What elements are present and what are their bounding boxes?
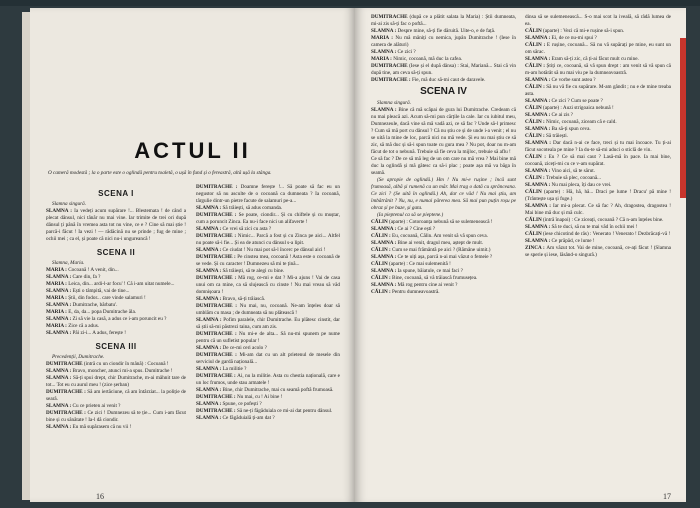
speaker-name: SLAMNA :	[196, 401, 223, 407]
dialogue-line	[46, 368, 186, 375]
dialogue-line	[371, 63, 516, 77]
dialogue-line	[196, 233, 340, 247]
dialogue-text: Am văzut tot. Vai de mine, cocoană, ce-ați făcut ! (Slamna se sperie și iese, lăsând-o singură.)	[525, 245, 671, 258]
dialogue-line	[525, 112, 671, 119]
dialogue-text: Ai, nu la militie. Asta cu chestia națională, care e un loc frumos, unde stau armatele !	[196, 373, 340, 386]
dialogue-text: (aparte) : Hă, hă, hă... Draci pe lume ! Dracu' pă mine ! (Trântește ușa și fuge.)	[525, 189, 671, 202]
dialogue-line	[196, 408, 340, 415]
dialogue-line	[525, 14, 671, 28]
dialogue-line	[196, 184, 340, 205]
speaker-name: SLAMNA :	[196, 268, 223, 274]
speaker-name: SLAMNA :	[46, 208, 75, 214]
speaker-name: SLAMNA :	[196, 387, 223, 393]
speaker-name: SLAMNA :	[371, 268, 398, 274]
speaker-name: SLAMNA :	[371, 282, 398, 288]
speaker-name: SLAMNA :	[371, 254, 398, 260]
speaker-name: CĂLIN :	[371, 247, 393, 253]
dialogue-line	[196, 366, 340, 373]
speaker-name: SLAMNA :	[525, 77, 552, 83]
dialogue-text: E rușine, cocoană... Să nu vă supărați pe mine, eu sunt un om sărac.	[525, 42, 671, 55]
speaker-name: CĂLIN	[371, 219, 390, 225]
dialogue-line	[525, 224, 671, 231]
dialogue-text: Să am iertăciune, că am întârziat... la poliție de seară.	[46, 389, 186, 402]
dialogue-text: Ce vrei să zici cu asta ?	[222, 226, 272, 232]
dialogue-line	[525, 28, 671, 35]
dialogue-line	[525, 63, 671, 77]
dialogue-text: (intră cu un ciondir în mână) : Cocoană !	[83, 361, 169, 367]
dialogue-line	[371, 261, 516, 268]
speaker-name: SLAMNA :	[196, 366, 223, 372]
speaker-name: SLAMNA :	[46, 316, 73, 322]
speaker-name: DUMITRACHE :	[196, 352, 240, 358]
dialogue-text: Ce vorbe sunt astea ?	[551, 77, 596, 83]
speaker-name: MARIA :	[46, 267, 69, 273]
dialogue-line	[525, 84, 671, 98]
dialogue-text: (aparte) : Vezi că mi-e rușine să-i spun.	[543, 28, 625, 34]
dialogue-line	[196, 303, 340, 317]
dialogue-line	[371, 77, 516, 84]
dialogue-text: Știți ce, cocoană, să vă spun drept : am venit să vă spun că m-am hotărât să nu mai viu pe la dumneavoastră.	[525, 63, 671, 76]
dialogue-line	[525, 175, 671, 182]
dialogue-line	[525, 217, 671, 224]
speaker-name: CĂLIN	[525, 28, 544, 34]
scene-heading: SCENA II	[96, 248, 136, 257]
speaker-name: DUMITRACHE :	[196, 212, 239, 218]
speaker-name: SLAMNA :	[46, 288, 73, 294]
dialogue-line	[525, 238, 671, 245]
dialogue-text: Ce te uiți așa, parcă n-ai mai văzut o femeie ?	[397, 254, 493, 260]
speaker-name: SLAMNA :	[46, 274, 73, 280]
dialogue-text: Vino aici, să te sărut.	[551, 168, 595, 174]
dialogue-text: Cocoană ! A venit, din...	[68, 267, 119, 273]
dialogue-line	[525, 126, 671, 133]
dialogue-text: Zice că a adus.	[68, 323, 100, 329]
dialogue-text: Bravo, să-ți trăiască.	[222, 296, 266, 302]
dialogue-line	[196, 247, 340, 254]
dialogue-text: Nu mai pleca, îți dau ce vrei.	[551, 182, 612, 188]
speaker-name: DUMITRACHE	[371, 14, 410, 20]
speaker-name: MARIA :	[371, 56, 394, 62]
dialogue-text: Nimic, cocoană, ziceam că e cald.	[546, 119, 617, 125]
speaker-name: DUMITRACHE :	[196, 254, 238, 260]
dialogue-text: Ce zici ! Dumnezeu să te ție... Cum i-am făcut bine și cu sănătate ! Ia-l dă ciondir.	[46, 410, 186, 423]
dialogue-line	[371, 28, 516, 35]
dialogue-line	[525, 42, 671, 56]
dialogue-line	[371, 35, 516, 49]
dialogue-line	[196, 212, 340, 226]
dialogue-text: Se poate, ciondir... Și cu chiftele și cu muștar, cum a poruncit Zinca. Ea nu-i face nici un alifaverte !	[196, 212, 340, 225]
dialogue-line	[371, 268, 516, 275]
speaker-name: CĂLIN :	[525, 175, 547, 181]
speaker-name: CĂLIN :	[525, 42, 547, 48]
dialogue-text: Nu mă mâniți cu nemica, jupân Dumitrache ! (Iese în camera de alături)	[371, 35, 516, 48]
speaker-name: DUMITRACHE :	[196, 303, 240, 309]
dialogue-line	[196, 373, 340, 387]
right-column-1	[371, 14, 516, 488]
dialogue-text: Pentru dumneavoastră.	[392, 289, 440, 295]
dialogue-line	[196, 226, 340, 233]
speaker-name: SLAMNA :	[525, 224, 552, 230]
dialogue-line	[196, 317, 340, 331]
dialogue-text: (aparte) : Ce mai sulemenită !	[389, 261, 451, 267]
dialogue-text: (iese chicotind de râs) : Venerato ! Venerato ! Dezbrăcați-vă !	[543, 231, 671, 237]
speaker-name: SLAMNA :	[196, 415, 223, 421]
stage-direction-intro: O cameră modestă ; la o parte este o oglindă pentru toaletă, o ușă în fund și o fereastră, altă ușă la stânga.	[48, 170, 272, 176]
dialogue-line	[371, 14, 516, 28]
dialogue-line	[46, 274, 186, 281]
dialogue-line	[525, 119, 671, 126]
dialogue-text: Eu, cocoană, Călin. Am venit să vă spun ceva.	[392, 233, 488, 239]
page-number-right: 17	[663, 492, 671, 501]
dialogue-text: Care din, fa ?	[72, 274, 101, 280]
speaker-name: CĂLIN :	[371, 233, 393, 239]
dialogue-text: Pofim paralele, chir Dumitrache. Eu plătesc cinstit, dar să știi să-mi păstrezi taina, cum am zis.	[196, 317, 340, 330]
dialogue-line	[525, 189, 671, 203]
dialogue-line	[196, 394, 340, 401]
dialogue-line	[525, 77, 671, 84]
dialogue-line	[371, 282, 516, 289]
speaker-name: SLAMNA :	[196, 296, 223, 302]
dialogue-line	[46, 403, 186, 410]
speaker-name: CĂLIN :	[525, 63, 547, 69]
book-binding	[0, 0, 700, 6]
dialogue-text: Nu mai, nu, cocoană. Ne-am înțeles doar să umblăm cu masa ; de dumneata să nu plătească !	[196, 303, 340, 316]
dialogue-line	[525, 133, 671, 140]
dialogue-text: Nu mai, cu ! Ai bine !	[236, 394, 283, 400]
dialogue-text: Cu ce prieten ai venit ?	[72, 403, 121, 409]
speaker-name: CĂLIN :	[371, 275, 393, 281]
speaker-name: CĂLIN	[525, 189, 545, 195]
dialogue-line	[46, 295, 186, 302]
speaker-name: SLAMNA :	[525, 56, 552, 62]
speaker-name: SLAMNA :	[46, 330, 73, 336]
dialogue-text: Fie, mă duc să-mi caut de daravele.	[411, 77, 486, 83]
dialogue-line	[196, 275, 340, 296]
speaker-name: SLAMNA :	[525, 238, 552, 244]
act-title: ACTUL II	[134, 138, 251, 163]
dialogue-line	[525, 98, 671, 105]
dialogue-text: Să trăiești, să adus comanda.	[222, 205, 283, 211]
speaker-name: DUMITRACHE :	[196, 184, 241, 190]
speaker-name: SLAMNA :	[46, 403, 73, 409]
speaker-name: ZINCA :	[525, 245, 547, 251]
dialogue-line	[525, 203, 671, 217]
speaker-name: SLAMNA :	[525, 168, 552, 174]
speaker-name: CĂLIN	[525, 105, 544, 111]
dialogue-line	[196, 205, 340, 212]
dialogue-text: De ce-mi ceri acolo ?	[222, 345, 267, 351]
scene-heading: SCENA IV	[420, 86, 467, 97]
speaker-name: MARIA :	[46, 281, 69, 287]
speaker-name: SLAMNA :	[196, 205, 223, 211]
dialogue-text: Ce zici ?	[397, 49, 416, 55]
left-column-2	[196, 184, 340, 446]
stage-direction	[371, 212, 516, 219]
speaker-name: SLAMNA :	[196, 226, 223, 232]
dialogue-line	[196, 415, 340, 422]
speaker-name: DUMITRACHE :	[196, 373, 238, 379]
speaker-name: CĂLIN :	[371, 289, 393, 295]
speaker-name: SLAMNA :	[46, 368, 73, 374]
dialogue-line	[371, 49, 516, 56]
dialogue-line	[371, 247, 516, 254]
speaker-name: CĂLIN	[525, 217, 544, 223]
speaker-name: SLAMNA :	[525, 112, 552, 118]
dialogue-line	[525, 245, 671, 259]
dialogue-text: Păi zi-i... A adus, fereștе !	[72, 330, 126, 336]
speaker-name: DUMITRACHE :	[46, 389, 88, 395]
speaker-name: CĂLIN :	[525, 133, 547, 139]
dialogue-text: Slamna, Maria.	[52, 260, 85, 266]
dialogue-text: Bravo, moncher, atunci mi-a spus. Dumitrache !	[72, 368, 173, 374]
dialogue-text: Mă rog pentru cine ai venit ?	[397, 282, 458, 288]
left-page	[30, 8, 355, 502]
speaker-name: SLAMNA :	[371, 28, 398, 34]
dialogue-text: Să te duci, să nu te mai văd în ochii mei !	[551, 224, 638, 230]
dialogue-line	[196, 268, 340, 275]
dialogue-text: Ce zici ? Cum se poate ?	[551, 98, 603, 104]
speaker-name: CĂLIN	[371, 261, 390, 267]
speaker-name: CĂLIN :	[525, 119, 547, 125]
dialogue-line	[196, 345, 340, 352]
dialogue-text: Să trăiești, să te alegi cu bine.	[222, 268, 285, 274]
dialogue-text: Dar dacă n-ai ce face, treci și tu mai încoace. Tu ți-ai făcut socoteala pe mine ? Ia du-te să-mi aduci o sticlă de vin.	[525, 140, 671, 153]
dialogue-text: Mi-am dat cu un alt prietenul de mesele din serviciul de gardă națională...	[196, 352, 340, 365]
dialogue-line	[46, 302, 186, 309]
dialogue-text: Ba să-ți spun ceva.	[551, 126, 591, 132]
speaker-name: DUMITRACHE :	[196, 275, 239, 281]
stage-direction	[46, 201, 186, 208]
speaker-name: SLAMNA :	[371, 226, 398, 232]
speaker-name: SLAMNA :	[46, 375, 73, 381]
dialogue-text: (aparte) : Auzi strigoaica nebună !	[543, 105, 614, 111]
speaker-name: SLAMNA :	[525, 126, 552, 132]
speaker-name: SLAMNA :	[525, 140, 554, 146]
speaker-name: DUMITRACHE :	[196, 331, 240, 337]
dialogue-line	[196, 296, 340, 303]
dialogue-text: Ia spune, băiatule, ce mai faci ?	[397, 268, 463, 274]
speaker-name: SLAMNA :	[196, 247, 223, 253]
stage-direction	[371, 177, 516, 212]
stage-direction	[46, 354, 186, 361]
dialogue-line	[46, 375, 186, 389]
speaker-name: SLAMNA :	[46, 302, 73, 308]
speaker-name: DUMITRACHE :	[196, 394, 237, 400]
speaker-name: SLAMNA :	[46, 424, 73, 430]
dialogue-text: Să ne-ți făgăduiala ce mi-ai dat pentru dânsul.	[236, 408, 333, 414]
dialogue-text: Bine, cocoană, să vă trăiască frumusețea.	[392, 275, 478, 281]
dialogue-line	[46, 281, 186, 288]
red-bookmark-tab	[680, 38, 686, 198]
dialogue-text: dinsa să se sulemenească... S-o mai scot la iveală, să râdă lumea de ea.	[525, 14, 671, 27]
dialogue-text: Nimic, cocoană, mă duc la cafea.	[393, 56, 463, 62]
dialogue-text: Precedenții, Dumitrache.	[52, 354, 105, 360]
dialogue-line	[371, 240, 516, 247]
speaker-name: DUMITRACHE :	[371, 77, 412, 83]
dialogue-text: Slamna singură.	[377, 100, 412, 106]
dialogue-line	[371, 289, 516, 296]
left-column-1	[46, 184, 186, 446]
dialogue-text: Ia vedeți acum supărare !... Blestemata ! de când a plecat dânsul, nici tânăr nu mai vine. Iar trimite de trei ori după dânsul ți până în vremea asta tot nu vine, ce e ? Cine să mai știe ! parcă-i făcut ! Ia vezi ! — rădăcină nu se prinde ; fug de mine ; ochii mei ; ca el, și poate că nici nu-i ungureancă !	[46, 208, 186, 242]
dialogue-line	[371, 107, 516, 156]
dialogue-text: Să trăiești.	[546, 133, 568, 139]
dialogue-line	[525, 35, 671, 42]
dialogue-text: Zi să vie la casă, a adus ce i-am poruncit eu ?	[72, 316, 167, 322]
speaker-name: SLAMNA :	[196, 345, 223, 351]
dialogue-line	[46, 424, 186, 431]
speaker-name: SLAMNA :	[525, 98, 552, 104]
right-column-2	[525, 14, 671, 488]
speaker-name: MARIA :	[46, 323, 69, 329]
dialogue-text: (intră înapoi) : Ce ziceați, cocoană ? Că n-am înțeles bine.	[543, 217, 664, 223]
dialogue-text: Să-ți spui drept, chir Dumitrache, m-ai mâhnit tare de tot... Tot eu cu aurul meu ! (zice șerban)	[46, 375, 186, 388]
dialogue-text: Dumitrache, bărbatu'.	[72, 302, 118, 308]
speaker-name: SLAMNA :	[525, 35, 552, 41]
dialogue-line	[371, 233, 516, 240]
dialogue-line	[46, 330, 186, 337]
dialogue-line	[196, 331, 340, 345]
dialogue-line	[46, 410, 186, 424]
dialogue-line	[371, 56, 516, 63]
dialogue-line	[196, 352, 340, 366]
dialogue-text: Ce ai ? Cine ești ?	[397, 226, 436, 232]
dialogue-line	[371, 156, 516, 177]
dialogue-text: Ce ciudat ! Nu mai pot să-l încerc pe dânsul aici !	[222, 247, 326, 253]
scene-heading: SCENA III	[95, 342, 137, 351]
page-number-left: 16	[96, 492, 104, 501]
dialogue-line	[371, 226, 516, 233]
dialogue-text: Ce prăpăd, ce lume !	[551, 238, 595, 244]
dialogue-text: Despre mine, să-ți fie dăruită. Uite-o, e de față.	[397, 28, 496, 34]
speaker-name: SLAMNA :	[371, 49, 398, 55]
dialogue-line	[46, 361, 186, 368]
speaker-name: SLAMNA :	[196, 317, 224, 323]
dialogue-text: (Se apropie de oglindă.) Hm ! Nu mi-e rușine ; încă sunt frumoasă, albă și rumenă ca un măr. Mai trag o dată cu sprânceana. Ce zici ? (Se uită în oglindă.) Ah, dar ce văd ! Nu mai știu, am îmbătrânit ? Nu, nu, e numai părerea mea. Să mai pun puțin roșu pe obraz și pe buze, și gata.	[371, 177, 516, 211]
dialogue-line	[525, 231, 671, 238]
speaker-name: DUMITRACHE :	[196, 233, 238, 239]
speaker-name: SLAMNA :	[371, 107, 399, 113]
speaker-name: DUMITRACHE	[46, 361, 84, 367]
dialogue-line	[525, 182, 671, 189]
dialogue-text: Iar mi-a plecat. Ce să fac ? Ah, dragostea, dragostea ! Mai bine mă duc și mă culc.	[525, 203, 671, 216]
dialogue-text: Bine, chir Dumitrache, mai cu seamă poftă frumoasă.	[222, 387, 334, 393]
dialogue-line	[371, 219, 516, 226]
dialogue-line	[46, 288, 186, 295]
scene-heading: SCENA I	[98, 189, 134, 198]
dialogue-line	[525, 168, 671, 175]
dialogue-line	[196, 254, 340, 268]
dialogue-line	[46, 316, 186, 323]
speaker-name: CĂLIN :	[525, 84, 547, 90]
dialogue-text: Ce făgăduială ți-am dat ?	[222, 415, 275, 421]
dialogue-text: Bine ai venit, dragul meu, aștept de mult.	[397, 240, 484, 246]
dialogue-text: Să nu vă fie cu supărare. M-am gândit ; nu e de mine treaba asta.	[525, 84, 671, 97]
dialogue-line	[525, 56, 671, 63]
dialogue-text: Pe cinstea mea, cocoană ! Asta este o cocoană de se vede. Și cu caracter ! Dumnezeu să mi te țină...	[196, 254, 340, 267]
dialogue-line	[371, 254, 516, 261]
dialogue-line	[46, 309, 186, 316]
speaker-name: SLAMNA :	[525, 182, 552, 188]
speaker-name: SLAMNA :	[371, 240, 398, 246]
dialogue-text: Ce să fac ? De ce să mă leg de un om care nu mă vrea ? Mai bine mă duc la oglindă și mă gătesc ca să-i plac ; poate așa mă va băga în seamă.	[371, 156, 516, 176]
dialogue-text: (după ce a plătit salata la Maria) : Știi dumneata, mi-ai zis să-ți fac o poftă...	[371, 14, 516, 27]
dialogue-text: Știi, din fodor... care vinde salamuri !	[68, 295, 146, 301]
dialogue-text: (aparte) : Cotoroanța nebună să se sulemenească !	[389, 219, 493, 225]
dialogue-line	[525, 154, 671, 168]
dialogue-text: Mă rog, ce-mi e dat ? Mi-a ajuns ! Vai de casa unui om ca mine, ca să slujească cu cinste ! Nu mai vreau să văd domnișoara !	[196, 275, 340, 295]
dialogue-text: Nu mi-e de alta... Să nu-mi spunem pe nume pentru că un sufletist popular !	[196, 331, 340, 344]
dialogue-line	[46, 323, 186, 330]
dialogue-text: Ce ai zis ?	[551, 112, 573, 118]
speaker-name: SLAMNA :	[525, 203, 553, 209]
speaker-name: DUMITRACHE :	[196, 408, 237, 414]
speaker-name: MARIA :	[46, 295, 69, 301]
speaker-name: CĂLIN	[525, 231, 544, 237]
dialogue-text: Ești o tâmpită, vai de tine...	[72, 288, 130, 294]
dialogue-text: (Ia pieptenul ca să se pieptene.)	[377, 212, 444, 218]
dialogue-line	[46, 267, 186, 274]
speaker-name: DUMITRACHE	[371, 63, 410, 69]
stage-direction	[371, 100, 516, 107]
speaker-name: MARIA :	[371, 35, 396, 41]
dialogue-line	[371, 275, 516, 282]
dialogue-text: Leica, din... ardi-l-ar focu' ! Că i-am uitat numele...	[68, 281, 175, 287]
speaker-name: MARIA :	[46, 309, 69, 315]
dialogue-text: Eu ? Ce să mai caut ? Lasă-mă în pace. Ia mai bine, cocoană, ziceți-mi cu ce v-am supărat.	[525, 154, 671, 167]
dialogue-line	[196, 401, 340, 408]
dialogue-text: E, da, da... popa Dumitrache ăla.	[68, 309, 137, 315]
dialogue-line	[525, 105, 671, 112]
dialogue-text: Spune, ce pofești ?	[222, 401, 262, 407]
dialogue-line	[196, 387, 340, 394]
dialogue-line	[525, 140, 671, 154]
dialogue-text: Cum se mai frământă pe aici ? (Rămâne uimit.)	[392, 247, 491, 253]
speaker-name: CĂLIN :	[525, 154, 549, 160]
dialogue-text: (Iese și el după dânsa) : Stai, Mariană... Stai că vin după tine, am ceva să-ți spun.	[371, 63, 516, 76]
dialogue-text: Eram să-ți zic, că ți-ai făcut mult cu mine.	[551, 56, 639, 62]
dialogue-text: Eu mă supărasem că nu vii !	[72, 424, 132, 430]
dialogue-text: Nimic... Parcă a fost și cu Zinca pe aici... Altfel nu poate să-i fie... Și ea de atunci cu dânsul s-a lipit.	[196, 233, 340, 246]
dialogue-line	[46, 208, 186, 243]
dialogue-text: La militie ?	[222, 366, 247, 372]
dialogue-text: Ei, de ce nu-mi spui ?	[551, 35, 597, 41]
speaker-name: DUMITRACHE :	[46, 410, 88, 416]
dialogue-text: Bine că mă scăpai de gura lui Dumitrache. Credeam că nu mai pleacă azi. Acum să-mi pun cărțile la cale. Iar cu iubitul meu, Dumnezeule, dacă vine să mă vadă azi, ce să fac ? Unde să-l primesc ? Cum să mă port cu dânsul ? Că nu știu ce și de unde i-a venit ; el nu se uită la mine de loc, parcă nici nu mă vede. Și eu nu mai știu ce să zic, să mă duc și să-i spun toate cu gura mea ? Nu pot, doar nu m-am făcut de tot o nebună. Trebuie să fie ceva la mijloc, trebuie să aflu !	[371, 107, 516, 155]
stage-direction	[46, 260, 186, 267]
dialogue-text: Slamna singură.	[52, 201, 87, 207]
dialogue-text: Trebuie să plec, cocoană...	[546, 175, 602, 181]
dialogue-text: Doamne ferește !... Să poate să fac eu un negustor să nu asculte de o cocoană ca dumneata ? Ia cocoană, târgulie dintr-un pietre facute de salamuri pe-a...	[196, 184, 340, 204]
dialogue-line	[46, 389, 186, 403]
right-page	[355, 8, 686, 502]
